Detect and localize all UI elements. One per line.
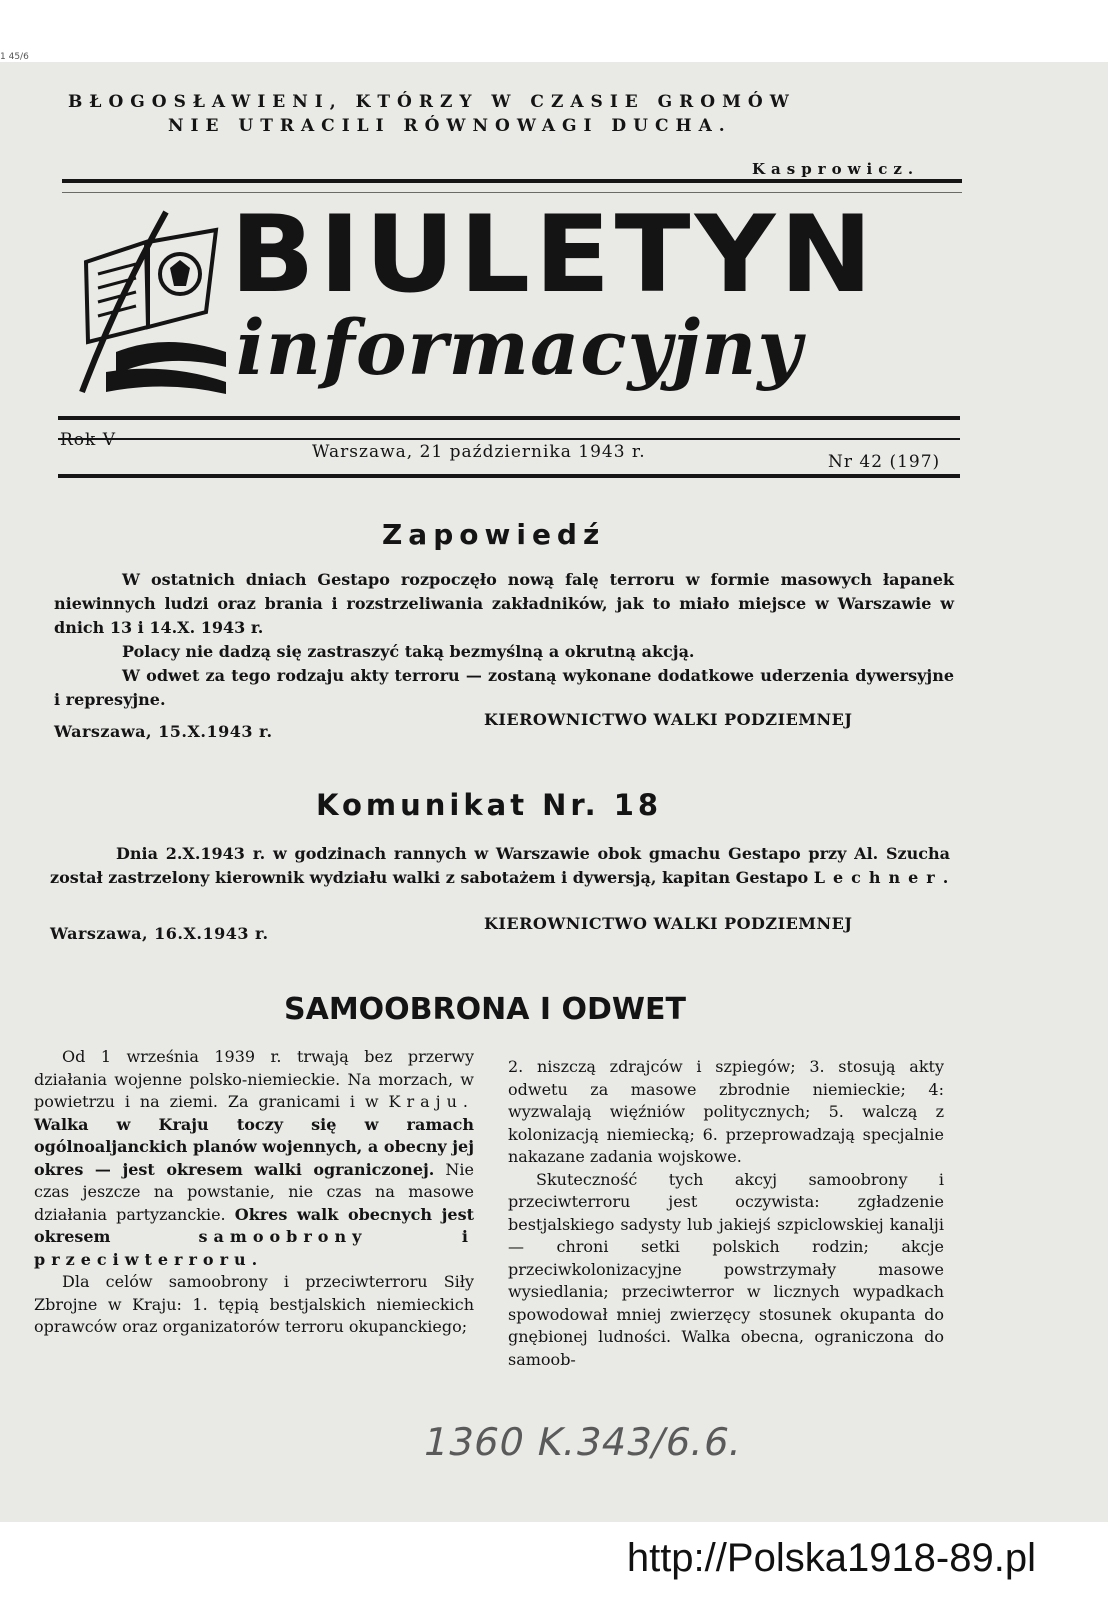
notice-heading: Zapowiedź	[382, 518, 606, 551]
footer-url: http://Polska1918-89.pl	[626, 1536, 1036, 1580]
top-rule	[62, 179, 962, 183]
communique-date: Warszawa, 16.X.1943 r.	[50, 924, 269, 943]
notice-paragraph: W ostatnich dniach Gestapo rozpoczęło nową falę terroru w formie masowych łapanek niewinnych ludzi oraz brania i rozstrzeliwania zakładników, jak to miało miejsce w Warszawie w dnich 13 i 14.X. 1943 r.	[54, 570, 954, 637]
communique-text: Dnia 2.X.1943 r. w godzinach rannych w Warszawie obok gmachu Gestapo przy Al. Szucha został zastrzelony kierownik wydziału walki z sabotażem i dywersją, kapitan Gestapo	[50, 844, 950, 887]
communique-signature: KIEROWNICTWO WALKI PODZIEMNEJ	[484, 914, 853, 933]
scanned-page	[0, 62, 1108, 1522]
book-quill-emblem-icon	[76, 202, 226, 402]
article-right-paragraph: 2. niszczą zdrajców i szpiegów; 3. stosują akty odwetu za masowe zbrodnie niemieckie; 4: wyzwalają więźniów politycznych; 5. walczą z kolonizacją niemiecką; 6. przeprowadzają specjalnie nakazane zadania wojskowe.	[508, 1057, 944, 1166]
notice-paragraph: Polacy nie dadzą się zastraszyć taką bezmyślną a okrutną akcją.	[122, 642, 695, 661]
motto-line-2: NIE UTRACILI RÓWNOWAGI DUCHA.	[168, 116, 732, 136]
communique-body: Dnia 2.X.1943 r. w godzinach rannych w Warszawie obok gmachu Gestapo przy Al. Szucha został zastrzelony kierownik wydziału walki z sabotażem i dywersją, kapitan Gestapo Lechner.	[50, 844, 950, 887]
notice-body	[54, 568, 954, 712]
article-right-column	[508, 1056, 944, 1371]
article-right-paragraph: Skuteczność tych akcyj samoobrony i przeciwterroru jest oczywista: zgładzenie bestjalskiego sadysty lub jakiejś szpiclowskiej kanalji — chroni setki polskich rodzin; akcje przeciwkolonizacyjne powstrzymały masowe wysiedlania; przeciwterror w licznych wypadkach spowodował mniej zwierzęcy stosunek okupanta do gnębionej ludności. Walka obecna, ograniczona do samoob-	[508, 1169, 944, 1369]
masthead-subtitle: informacyjny	[236, 303, 803, 392]
communique-heading: Komunikat Nr. 18	[316, 788, 663, 822]
meta-rule	[58, 474, 960, 478]
issue-number: Nr 42 (197)	[828, 452, 941, 472]
motto-author: Kasprowicz.	[752, 160, 920, 178]
masthead-rule	[58, 416, 960, 420]
issue-place-date: Warszawa, 21 października 1943 r.	[312, 442, 646, 462]
archive-handwritten-note: 1360 K.343/6.6.	[419, 1420, 748, 1464]
corner-mark: 1 45/6	[0, 52, 29, 62]
notice-paragraph: W odwet za tego rodzaju akty terroru — zostaną wykonane dodatkowe uderzenia dywersyjne i represyjne.	[54, 666, 954, 709]
notice-signature: KIEROWNICTWO WALKI PODZIEMNEJ	[484, 710, 853, 729]
issue-year: Rok V	[60, 430, 117, 450]
masthead-rule-2	[58, 438, 960, 440]
article-left-paragraph: Dla celów samoobrony i przeciwterroru Siły Zbrojne w Kraju: 1. tępią bestjalskich niemieckich oprawców oraz organizatorów terroru okupanckiego;	[34, 1272, 474, 1336]
motto-line-1: BŁOGOSŁAWIENI, KTÓRZY W CZASIE GROMÓW	[68, 92, 796, 112]
article-heading: SAMOOBRONA I ODWET	[284, 992, 686, 1027]
masthead-title: BIULETYN	[230, 193, 877, 316]
communique-name: Lechner	[813, 868, 943, 887]
notice-date: Warszawa, 15.X.1943 r.	[54, 722, 273, 741]
article-left-column: Od 1 września 1939 r. trwają bez przerwy działania wojenne polsko-niemieckie. Na morzach, w powietrzu i na ziemi. Za granicami i w Kraju. Walka w Kraju toczy się w ramach ogólnoaljanckich planów wojennych, a obecny jej okres — jest okresem walki ograniczonej. Nie czas jeszcze na powstanie, nie czas na masowe działania partyzanckie. Okres walk obecnych jest okresem samoobrony i przeciwterroru. Dla celów samoobrony i przeciwterroru Siły Zbrojne w Kraju: 1. tępią bestjalskich niemieckich oprawców oraz organizatorów terroru okupanckiego;	[34, 1046, 474, 1339]
